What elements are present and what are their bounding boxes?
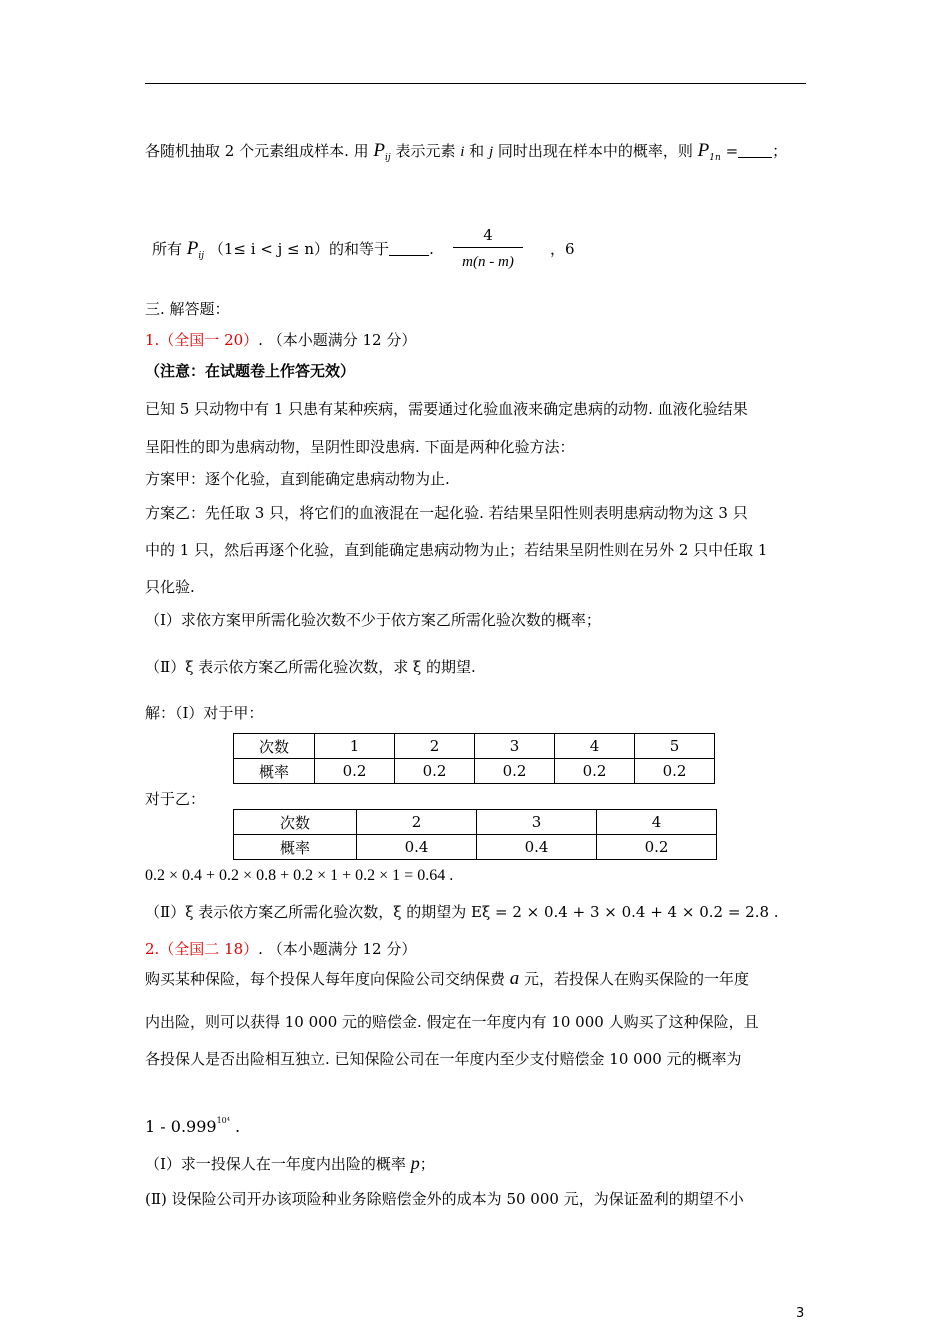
math-sub: ij	[385, 153, 391, 163]
question-2-part1	[145, 1153, 435, 1174]
question-2-line: 内出险，则可以获得 10 000 元的赔偿金. 假定在一年度内有 10 000 人购买了这种保险，且	[145, 1013, 759, 1031]
table-cell: 概率	[234, 759, 315, 784]
math-condition: （1≤ i < j ≤ n）	[208, 240, 330, 258]
page-number: 3	[796, 1306, 805, 1321]
problem-line-sample	[145, 141, 787, 168]
question-2-heading	[145, 939, 416, 959]
text: .	[429, 240, 434, 258]
question-2-line	[145, 969, 749, 989]
problem-line-sum	[152, 239, 434, 266]
table-cell: 0.2	[555, 759, 635, 784]
math-p: p	[410, 1153, 420, 1173]
math-i: i	[460, 144, 465, 160]
question-1-note: （注意：在试题卷上作答无效）	[145, 362, 356, 380]
table-cell: 次数	[234, 734, 315, 759]
table-cell: 5	[635, 734, 715, 759]
answer-blank	[738, 143, 772, 158]
text: =	[720, 142, 739, 160]
question-1-line: 只化验.	[145, 578, 195, 596]
text: 购买某种保险，每个投保人每年度向保险公司交纳保费	[145, 970, 510, 988]
table-row	[234, 810, 717, 835]
text: 和	[464, 142, 489, 160]
table-row	[234, 734, 715, 759]
solution-yi: 对于乙：	[145, 790, 206, 808]
text: 的和等于	[329, 240, 390, 258]
question-source: 2.（全国二 18）	[145, 940, 259, 958]
distribution-table-jia	[233, 733, 715, 784]
table-cell: 次数	[234, 810, 357, 835]
text: 所有	[152, 240, 187, 258]
text: 同时出现在样本中的概率，则	[493, 142, 698, 160]
table-cell: 概率	[234, 835, 357, 860]
table-cell: 0.2	[635, 759, 715, 784]
math-expression: 1 - 0.999	[145, 1117, 217, 1136]
answer-six: ，6	[550, 240, 575, 258]
table-cell: 3	[477, 810, 597, 835]
text: （Ⅰ）求一投保人在一年度内出险的概率	[145, 1155, 411, 1173]
question-1-line: 方案甲：逐个化验，直到能确定患病动物为止.	[145, 470, 450, 488]
table-cell: 0.2	[597, 835, 717, 860]
solution-start: 解：（Ⅰ）对于甲：	[145, 704, 264, 722]
math-exponent: 10⁴	[216, 1116, 230, 1125]
question-1-line: 已知 5 只动物中有 1 只患有某种疾病，需要通过化验血液来确定患病的动物. 血液化验结果	[145, 400, 748, 418]
question-score: . （本小题满分 12 分）	[258, 940, 417, 958]
math-p: P	[186, 238, 199, 259]
table-row	[234, 835, 717, 860]
math-sub: 1n	[709, 153, 721, 163]
section-heading: 三. 解答题：	[145, 300, 230, 318]
table-cell: 3	[475, 734, 555, 759]
text: ；	[419, 1155, 435, 1173]
question-1-line: 呈阳性的即为患病动物，呈阴性即没患病. 下面是两种化验方法：	[145, 438, 575, 456]
fraction-numerator: 4	[453, 226, 523, 248]
question-1-line: 方案乙：先任取 3 只，将它们的血液混在一起化验. 若结果呈阳性则表明患病动物为这 3 只	[145, 504, 748, 522]
table-cell: 0.4	[477, 835, 597, 860]
question-2-probability	[145, 1111, 240, 1137]
fraction-denominator: m(n - m)	[462, 254, 514, 270]
table-cell: 4	[597, 810, 717, 835]
question-2-part2: (Ⅱ) 设保险公司开办该项险种业务除赔偿金外的成本为 50 000 元，为保证盈利的期望不小	[145, 1190, 744, 1208]
math-sub: ij	[198, 251, 205, 261]
table-cell: 0.4	[357, 835, 477, 860]
table-row	[234, 759, 715, 784]
text: 表示元素	[390, 142, 461, 160]
question-1-heading	[145, 330, 416, 350]
text: ；	[772, 142, 788, 160]
math-j: j	[488, 144, 494, 160]
expectation-answer: （Ⅱ）ξ 表示依方案乙所需化验次数，ξ 的期望为 Eξ = 2 × 0.4 + 3 × 0.4 + 4 × 0.2 = 2.8 .	[145, 903, 779, 921]
header-rule	[145, 83, 806, 84]
text: 元，若投保人在购买保险的一年度	[519, 970, 750, 988]
question-score: . （本小题满分 12 分）	[258, 331, 417, 349]
math-p: P	[697, 140, 710, 161]
table-cell: 1	[315, 734, 395, 759]
fraction-answer	[453, 226, 523, 272]
question-1-part2: （Ⅱ）ξ 表示依方案乙所需化验次数，求 ξ 的期望.	[145, 658, 476, 676]
answer-blank	[389, 241, 429, 256]
table-cell: 2	[357, 810, 477, 835]
question-1-part1: （Ⅰ）求依方案甲所需化验次数不少于依方案乙所需化验次数的概率；	[145, 611, 601, 629]
table-cell: 0.2	[395, 759, 475, 784]
table-cell: 2	[395, 734, 475, 759]
question-2-line: 各投保人是否出险相互独立. 已知保险公司在一年度内至少支付赔偿金 10 000 元的概率为	[145, 1050, 742, 1068]
text: .	[229, 1117, 241, 1136]
math-a: a	[509, 968, 520, 989]
question-source: 1.（全国一 20）	[145, 331, 259, 349]
table-cell: 0.2	[475, 759, 555, 784]
table-cell: 0.2	[315, 759, 395, 784]
question-1-line: 中的 1 只，然后再逐个化验，直到能确定患病动物为止；若结果呈阴性则在另外 2 只中任取 1	[145, 541, 768, 559]
table-cell: 4	[555, 734, 635, 759]
distribution-table-yi	[233, 809, 717, 860]
math-p: P	[373, 140, 385, 161]
probability-calculation: 0.2 × 0.4 + 0.2 × 0.8 + 0.2 × 1 + 0.2 × 1 = 0.64 .	[145, 867, 454, 884]
text: 各随机抽取 2 个元素组成样本. 用	[145, 142, 374, 160]
